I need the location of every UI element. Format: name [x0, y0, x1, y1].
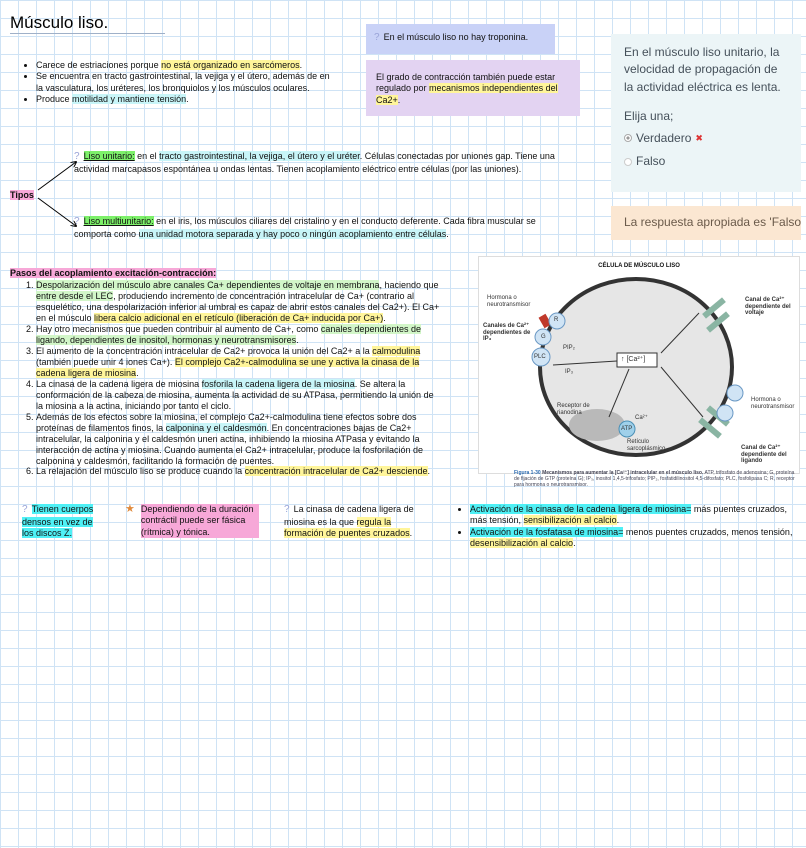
list-item: • Produce motilidad y mantiene tensión. [36, 94, 337, 105]
tipos-label: Tipos [10, 190, 34, 200]
cuerpos-note: ? Tienen cuerpos densos en vez de los discos Z. [22, 504, 94, 538]
hormona-right-label: Hormona o neurotransmisor [751, 397, 795, 410]
multiunitario-text: ? Liso multiunitario: en el iris, los músculos ciliares del cristalino y en el conducto deferente. Cada fibra muscular se comporta como una unidad motora separada y hay poco o ningún acoplamiento entre células. [74, 216, 536, 239]
paso-text: El complejo Ca2+-calmodulina se une y activa la cinasa de la cadena ligera de miosina [36, 356, 420, 378]
rianodina-label: Receptor de rianodina [557, 403, 590, 416]
paso-text: La cinasa de la cadena ligera de miosina [36, 378, 202, 389]
paso-item [36, 466, 442, 477]
question-icon: ? [74, 151, 80, 162]
plc-label: PLC [534, 354, 546, 360]
page-title: Músculo liso. [10, 12, 165, 34]
paso-text: , produciendo incremento de concentración intracelular de Ca+ (contrario al esquelético, una despolarización inferior al umbral es capaz de abrir estos canales del Ca2+). El Ca+ en el músculo [36, 290, 440, 323]
list-item: • Se encuentra en tracto gastrointestinal, la vejiga y el útero, además de en la vasculatura, los uréteres, los bronquiolos y los músculos oculares. [36, 71, 337, 94]
g-label: G [541, 334, 546, 340]
contraction-note: El grado de contracción también puede estar regulado por mecanismos independientes del Ca2+. [366, 60, 580, 116]
r-label: R [554, 317, 559, 323]
figure-caption: Figura 1-30 Mecanismos para aumentar la [Ca²⁺] intracelular en el músculo liso. ATP, trifosfato de adenosina; G, proteína de fijación de GTP (proteína G); IP₃, inositol 1,4,5-trifosfato; PIP₂, fosfatidilinositol 4,5-difosfato; PLC, fosfolipasa C; R, receptor para hormona o neurotransmisor. [514, 470, 795, 488]
question-icon: ? [74, 216, 80, 227]
pip2-label: PIP₂ [563, 345, 575, 351]
paso-text: El aumento de la concentración intracelular de Ca2+ provoca la unión del Ca2+ a la [36, 345, 373, 356]
quiz-feedback: La respuesta apropiada es 'Falso [611, 206, 801, 240]
paso-item [36, 412, 442, 467]
ca-center-label: ↑ [Ca²⁺] [621, 356, 646, 363]
cinasa-note: ? La cinasa de cadena ligera de miosina es la que regula la formación de puentes cruzados. [284, 504, 414, 538]
duracion-note: ★ Dependiendo de la duración contráctil puede ser fásica (rítmica) y tónica. [125, 504, 260, 538]
option-false[interactable]: Falso [624, 153, 788, 170]
pasos-title: Pasos del acoplamiento excitación-contracción: [10, 268, 217, 278]
figure [478, 256, 800, 474]
paso-text: (también puede unir 4 iones Ca+). [36, 356, 175, 367]
wrong-icon: ✖ [695, 132, 703, 143]
reticulo-label: Retículo sarcoplásmico [627, 439, 666, 452]
paso-text: canales dependientes de ligando, dependientes de inositol, hormonas y neurotransmisores [36, 323, 421, 345]
paso-item [36, 346, 442, 379]
paso-text: Hay otro mecanismos que pueden contribuir al aumento de Ca+, como [36, 323, 321, 334]
radio-icon[interactable] [624, 158, 632, 166]
paso-text: calmodulina [372, 345, 421, 356]
activacion-list [456, 504, 800, 549]
paso-text: . [296, 334, 299, 345]
canal-ligando-label: Canal de Ca²⁺ dependiente del ligando [741, 445, 787, 465]
radio-checked-icon[interactable] [624, 134, 632, 142]
paso-text: , haciendo que [379, 280, 439, 290]
troponin-note: ? En el músculo liso no hay troponina. [366, 24, 555, 54]
paso-text: La relajación del músculo liso se produce cuando la [36, 466, 245, 477]
hormona-left-label: Hormona o neurotransmisor [487, 295, 531, 308]
question-icon: ? [22, 504, 28, 515]
paso-text: . Se altera la conformación de la cabeza de miosina, aumenta la actividad de su ATPasa, permitiendo la unión de la miosina a la actina, iniciando por tanto el ciclo. [36, 378, 434, 411]
atp-label: ATP [621, 426, 633, 432]
pasos-list [14, 280, 442, 477]
quiz-card [611, 34, 801, 192]
list-item: • Carece de estriaciones porque no está organizado en sarcómeros. [36, 60, 337, 71]
paso-text: concentración intracelular de Ca2+ desciende [244, 466, 428, 477]
paso-text: entre desde el LEC [36, 290, 114, 301]
paso-text: calponina y el caldesmón [165, 422, 267, 433]
paso-text: . [136, 367, 139, 378]
question-icon: ? [284, 504, 290, 515]
list-item: • Activación de la fosfatasa de miosina= menos puentes cruzados, menos tensión, desensibilización al calcio. [470, 527, 800, 550]
paso-text: libera calcio adicional en el retículo (liberación de Ca+ inducida por Ca+) [94, 312, 384, 323]
paso-text: Despolarización del músculo abre canales Ca+ dependientes de voltaje en membrana [36, 280, 380, 290]
paso-text: Además de los efectos sobre la miosina, el complejo Ca2+-calmodulina tiene efectos sobre dos proteínas de filamentos finos, la [36, 411, 417, 433]
quiz-prompt: Elija una; [624, 109, 674, 124]
paso-text: . [427, 466, 431, 477]
ca-label: Ca²⁺ [635, 415, 648, 421]
paso-item [36, 324, 442, 346]
unitario-text: ? Liso unitario: en el tracto gastrointestinal, la vejiga, el útero y el uréter. Células conectadas por uniones gap. Tiene una actividad marcapasos espontánea u ondas lentas. Tienen acoplamiento eléctrico entre células (por las uniones). [74, 151, 555, 174]
paso-item [36, 280, 442, 324]
star-icon: ★ [125, 503, 135, 515]
ip3-label: IP₃ [565, 369, 574, 375]
paso-text: . En concentraciones bajas de Ca2+ intracelular, la calponina y el caldesmón unen actina, inhibiendo la miosina ATPasa y evitando la interacción de actina y miosina. Cuando aumenta el Ca2+ intracelular, produce la fosforilación de calponina y caldesmón, facilitando la formación de puentes. [36, 422, 423, 466]
figure-header: CÉLULA DE MÚSCULO LISO [598, 263, 680, 269]
question-icon: ? [374, 32, 380, 43]
list-item: • Activación de la cinasa de la cadena ligera de miosina= más puentes cruzados, más tensión, sensibilización al calcio. [470, 504, 800, 527]
paso-text: fosforila la cadena ligera de la miosina [201, 378, 355, 389]
intro-list [22, 60, 337, 105]
paso-text: . [383, 312, 386, 323]
paso-item [36, 379, 442, 412]
option-true[interactable]: Verdadero ✖ [624, 130, 788, 147]
canales-ip3-label: Canales de Ca²⁺ dependientes de IP₃ [483, 323, 531, 343]
quiz-question: En el músculo liso unitario, la velocidad de propagación de la actividad eléctrica es lenta. [624, 45, 781, 94]
canal-voltaje-label: Canal de Ca²⁺ dependiente del voltaje [745, 297, 791, 317]
